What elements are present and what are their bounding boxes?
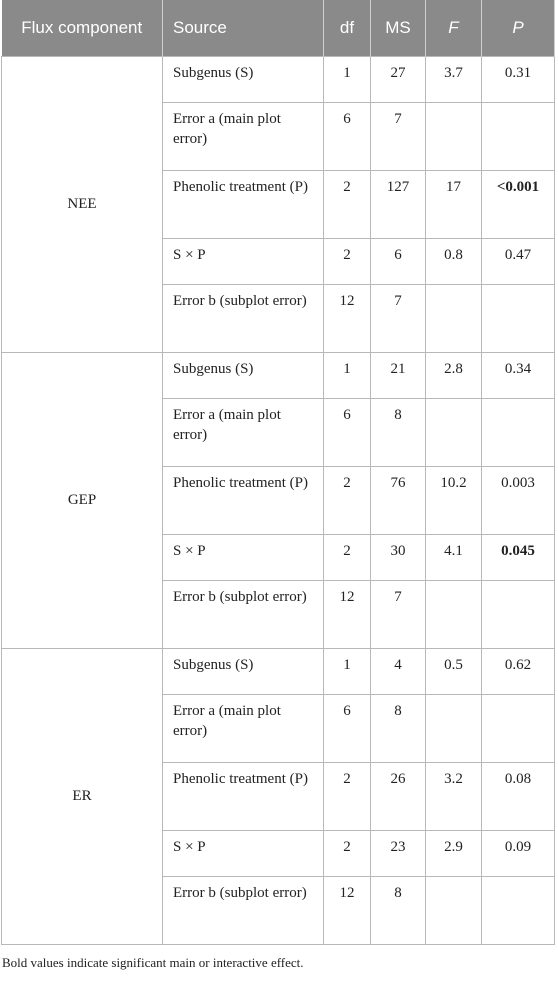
flux-component-cell: ER <box>2 648 163 944</box>
df-cell: 1 <box>324 648 371 694</box>
p-cell: 0.08 <box>482 762 555 830</box>
f-cell: 2.8 <box>426 352 482 398</box>
source-cell: Phenolic treatment (P) <box>163 466 324 534</box>
p-cell: <0.001 <box>482 170 555 238</box>
source-cell: Phenolic treatment (P) <box>163 762 324 830</box>
p-cell: 0.31 <box>482 56 555 102</box>
ms-cell: 30 <box>371 534 426 580</box>
table-footnote: Bold values indicate significant main or interactive effect. <box>2 954 304 970</box>
ms-cell: 8 <box>371 398 426 466</box>
table-header <box>2 0 555 56</box>
f-cell <box>426 694 482 762</box>
df-cell: 2 <box>324 238 371 284</box>
source-cell: S × P <box>163 830 324 876</box>
source-cell: Subgenus (S) <box>163 352 324 398</box>
df-cell: 6 <box>324 102 371 170</box>
f-cell <box>426 102 482 170</box>
table-row <box>2 648 555 694</box>
df-cell: 2 <box>324 830 371 876</box>
df-cell: 12 <box>324 876 371 944</box>
header-source: Source <box>163 0 324 56</box>
df-cell: 2 <box>324 466 371 534</box>
source-cell: Error b (subplot error) <box>163 580 324 648</box>
ms-cell: 26 <box>371 762 426 830</box>
p-cell <box>482 398 555 466</box>
table-row <box>2 352 555 398</box>
ms-cell: 4 <box>371 648 426 694</box>
p-cell: 0.34 <box>482 352 555 398</box>
f-cell: 0.5 <box>426 648 482 694</box>
source-cell: Phenolic treatment (P) <box>163 170 324 238</box>
flux-component-cell: NEE <box>2 56 163 352</box>
table-body <box>2 56 555 944</box>
f-cell: 10.2 <box>426 466 482 534</box>
f-cell: 4.1 <box>426 534 482 580</box>
header-df: df <box>324 0 371 56</box>
p-cell: 0.62 <box>482 648 555 694</box>
df-cell: 2 <box>324 170 371 238</box>
ms-cell: 27 <box>371 56 426 102</box>
p-cell: 0.045 <box>482 534 555 580</box>
p-cell: 0.003 <box>482 466 555 534</box>
ms-cell: 76 <box>371 466 426 534</box>
f-cell <box>426 876 482 944</box>
ms-cell: 7 <box>371 580 426 648</box>
df-cell: 12 <box>324 580 371 648</box>
df-cell: 12 <box>324 284 371 352</box>
ms-cell: 127 <box>371 170 426 238</box>
df-cell: 2 <box>324 762 371 830</box>
header-f: F <box>426 0 482 56</box>
source-cell: Error b (subplot error) <box>163 876 324 944</box>
source-cell: S × P <box>163 534 324 580</box>
header-flux-component: Flux component <box>2 0 163 56</box>
ms-cell: 8 <box>371 876 426 944</box>
f-cell <box>426 580 482 648</box>
df-cell: 6 <box>324 398 371 466</box>
p-cell <box>482 284 555 352</box>
ms-cell: 8 <box>371 694 426 762</box>
source-cell: Subgenus (S) <box>163 648 324 694</box>
df-cell: 1 <box>324 352 371 398</box>
f-cell: 0.8 <box>426 238 482 284</box>
f-cell: 2.9 <box>426 830 482 876</box>
source-cell: Subgenus (S) <box>163 56 324 102</box>
flux-component-cell: GEP <box>2 352 163 648</box>
p-cell <box>482 694 555 762</box>
ms-cell: 23 <box>371 830 426 876</box>
f-cell <box>426 284 482 352</box>
p-cell: 0.47 <box>482 238 555 284</box>
source-cell: Error a (main plot error) <box>163 398 324 466</box>
df-cell: 2 <box>324 534 371 580</box>
f-cell: 3.7 <box>426 56 482 102</box>
source-cell: Error b (subplot error) <box>163 284 324 352</box>
df-cell: 1 <box>324 56 371 102</box>
p-cell <box>482 580 555 648</box>
header-p: P <box>482 0 555 56</box>
ms-cell: 7 <box>371 102 426 170</box>
f-cell <box>426 398 482 466</box>
source-cell: Error a (main plot error) <box>163 102 324 170</box>
table-row <box>2 56 555 102</box>
ms-cell: 7 <box>371 284 426 352</box>
p-cell: 0.09 <box>482 830 555 876</box>
p-cell <box>482 102 555 170</box>
f-cell: 3.2 <box>426 762 482 830</box>
source-cell: Error a (main plot error) <box>163 694 324 762</box>
f-cell: 17 <box>426 170 482 238</box>
p-cell <box>482 876 555 944</box>
ms-cell: 6 <box>371 238 426 284</box>
header-ms: MS <box>371 0 426 56</box>
source-cell: S × P <box>163 238 324 284</box>
ms-cell: 21 <box>371 352 426 398</box>
anova-table <box>1 0 555 945</box>
df-cell: 6 <box>324 694 371 762</box>
